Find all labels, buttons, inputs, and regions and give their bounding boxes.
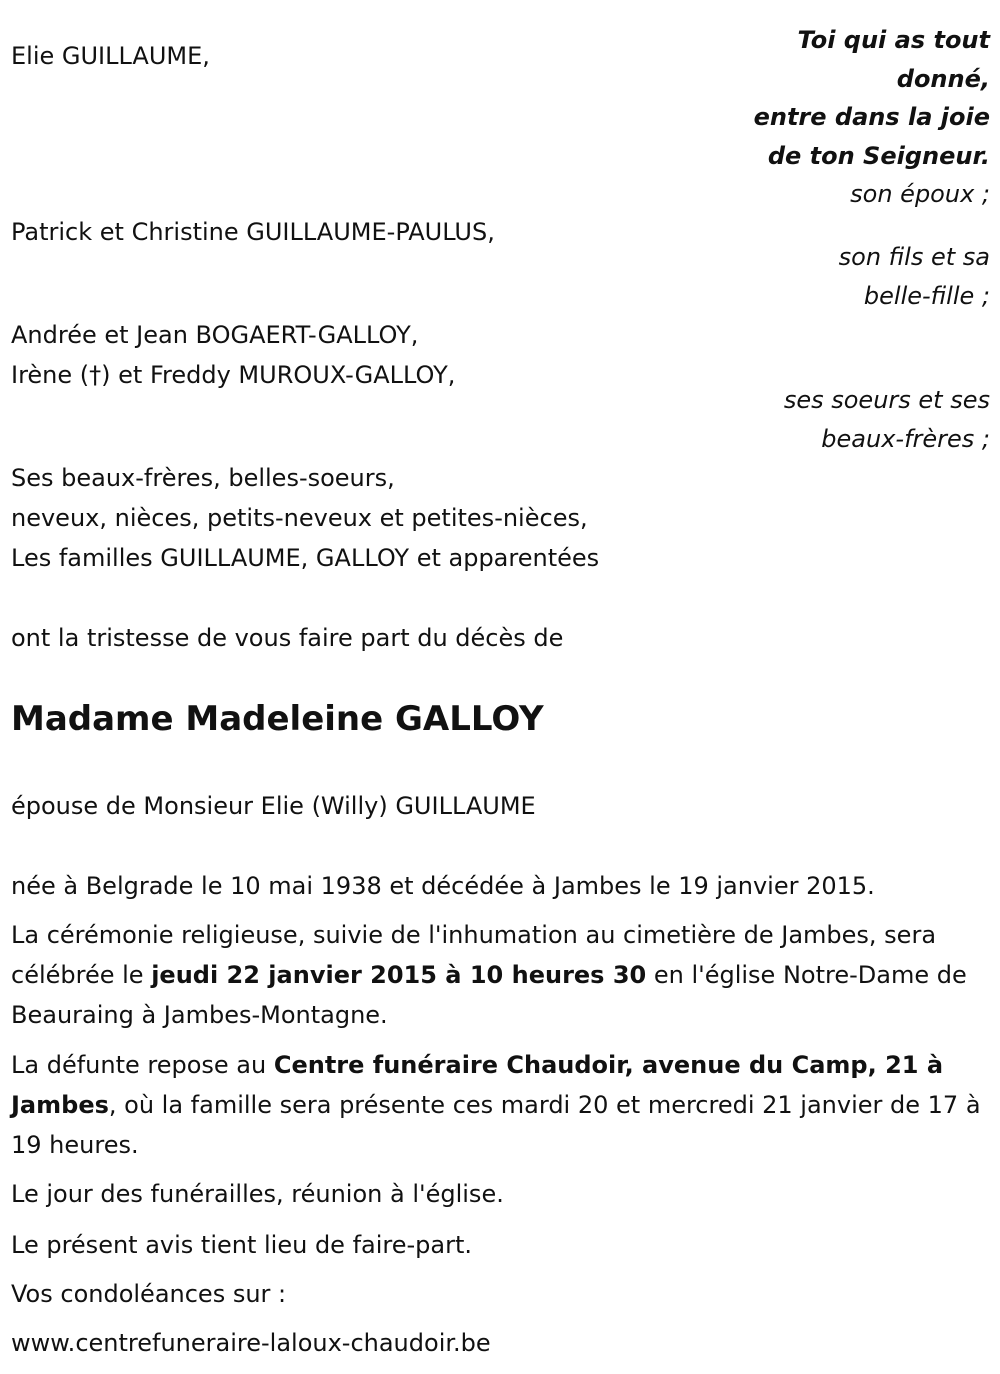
- spouse-role: son époux ;: [850, 180, 990, 208]
- spouse-name: Elie GUILLAUME,: [11, 42, 210, 70]
- quote-line-3: entre dans la joie: [753, 103, 990, 131]
- spouse-of: épouse de Monsieur Elie (Willy) GUILLAUME: [11, 792, 536, 820]
- website-link[interactable]: www.centrefuneraire-laloux-chaudoir.be: [11, 1329, 491, 1357]
- ceremony-text-c: en l'église Notre-Dame de Beauraing à Jambes-Montagne.: [11, 961, 967, 1029]
- condolences-label: Vos condoléances sur :: [11, 1280, 287, 1308]
- sister-2: [11, 355, 455, 395]
- ceremony-text-a: La cérémonie religieuse, suivie de l'inhumation au cimetière de Jambes, sera célébrée le: [11, 921, 937, 989]
- son-role-line-2: belle-fille ;: [863, 282, 990, 310]
- ceremony-paragraph: [11, 915, 991, 1035]
- quote-line-4: de ton Seigneur.: [767, 142, 990, 170]
- repose-paragraph: [11, 1045, 991, 1165]
- others-line-3: Les familles GUILLAUME, GALLOY et apparentées: [11, 544, 600, 572]
- repose-location: Centre funéraire Chaudoir, avenue du Camp, 21 à Jambes: [11, 1051, 944, 1119]
- birth-death: née à Belgrade le 10 mai 1938 et décédée à Jambes le 19 janvier 2015.: [11, 872, 875, 900]
- ceremony-date: jeudi 22 janvier 2015 à 10 heures 30: [151, 961, 647, 989]
- funeral-day: Le jour des funérailles, réunion à l'église.: [11, 1180, 504, 1208]
- cross-icon: †: [89, 361, 102, 389]
- others-line-2: neveux, nièces, petits-neveux et petites-nièces,: [11, 504, 588, 532]
- sister-2-name-a: Irène (: [11, 361, 90, 389]
- repose-text-a: La défunte repose au: [11, 1051, 274, 1079]
- son-role-line-1: son fils et sa: [838, 243, 990, 271]
- sisters-role-line-2: beaux-frères ;: [821, 425, 990, 453]
- repose-text-c: , où la famille sera présente ces mardi 20 et mercredi 21 janvier de 17 à 19 heures.: [11, 1091, 981, 1159]
- sister-1: Andrée et Jean BOGAERT-GALLOY,: [11, 321, 419, 349]
- sister-2-name-b: ) et Freddy MUROUX-GALLOY,: [101, 361, 456, 389]
- sisters-role-line-1: ses soeurs et ses: [783, 386, 990, 414]
- quote-line-1: Toi qui as tout: [797, 26, 990, 54]
- quote-line-2: donné,: [896, 65, 990, 93]
- deceased-name: Madame Madeleine GALLOY: [11, 699, 544, 739]
- others-line-1: Ses beaux-frères, belles-soeurs,: [11, 464, 395, 492]
- notice: Le présent avis tient lieu de faire-part.: [11, 1231, 473, 1259]
- announcement: ont la tristesse de vous faire part du décès de: [11, 624, 564, 652]
- son-name: Patrick et Christine GUILLAUME-PAULUS,: [11, 218, 495, 246]
